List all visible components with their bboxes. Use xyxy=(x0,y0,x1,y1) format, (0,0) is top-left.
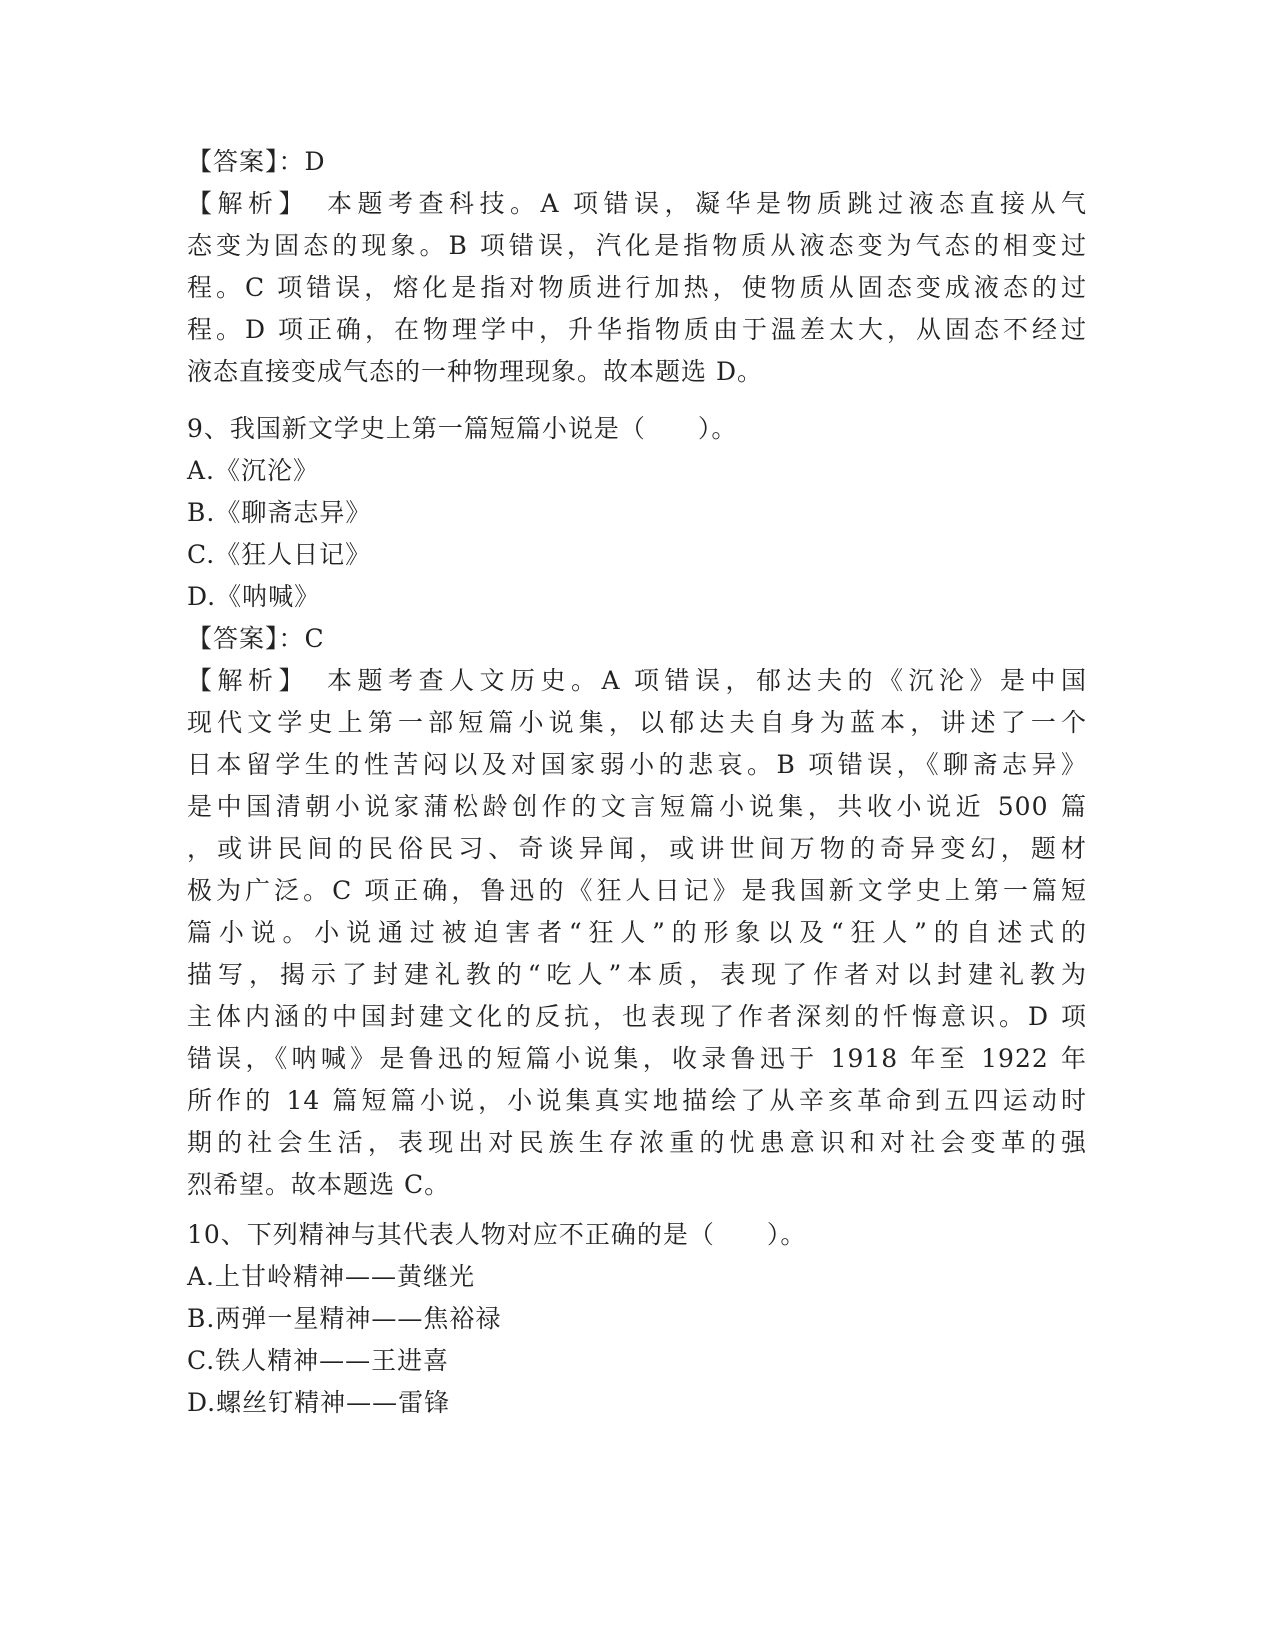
analysis-line: 描写，揭示了封建礼教的“吃人”本质，表现了作者对以封建礼教为 xyxy=(187,960,1087,989)
option-d: D.螺丝钉精神——雷锋 xyxy=(187,1388,451,1417)
option-c: C.《狂人日记》 xyxy=(187,540,372,569)
analysis-line: 液态直接变成气态的一种物理现象。故本题选 D。 xyxy=(187,357,763,386)
answer-label: 【答案】：D xyxy=(187,147,326,176)
analysis-line: 程。C 项错误，熔化是指对物质进行加热，使物质从固态变成液态的过 xyxy=(187,273,1087,302)
prev-answer-section xyxy=(187,141,1087,393)
analysis-line: 【解析】 本题考查人文历史。A 项错误，郁达夫的《沉沦》是中国 xyxy=(187,666,1087,695)
question-text: 10、下列精神与其代表人物对应不正确的是（ ）。 xyxy=(187,1220,807,1249)
option-a: A.上甘岭精神——黄继光 xyxy=(187,1262,476,1291)
analysis-line: 极为广泛。C 项正确，鲁迅的《狂人日记》是我国新文学史上第一篇短 xyxy=(187,876,1087,905)
option-a: A.《沉沦》 xyxy=(187,456,320,485)
analysis-line: 日本留学生的性苦闷以及对国家弱小的悲哀。B 项错误，《聊斋志异》 xyxy=(187,750,1087,779)
option-d: D.《呐喊》 xyxy=(187,582,321,611)
option-b: B.两弹一星精神——焦裕禄 xyxy=(187,1304,502,1333)
analysis-line: 态变为固态的现象。B 项错误，汽化是指物质从液态变为气态的相变过 xyxy=(187,231,1087,260)
analysis-line: 【解析】 本题考查科技。A 项错误，凝华是物质跳过液态直接从气 xyxy=(187,189,1087,218)
question-text: 9、我国新文学史上第一篇短篇小说是（ ）。 xyxy=(187,414,738,443)
analysis-line: 程。D 项正确，在物理学中，升华指物质由于温差太大，从固态不经过 xyxy=(187,315,1087,344)
analysis-line: 是中国清朝小说家蒲松龄创作的文言短篇小说集，共收小说近 500 篇 xyxy=(187,792,1087,821)
analysis-line: ，或讲民间的民俗民习、奇谈异闻，或讲世间万物的奇异变幻，题材 xyxy=(187,834,1087,863)
analysis-line: 期的社会生活，表现出对民族生存浓重的忧患意识和对社会变革的强 xyxy=(187,1128,1087,1157)
analysis-line: 错误，《呐喊》是鲁迅的短篇小说集，收录鲁迅于 1918 年至 1922 年 xyxy=(187,1044,1087,1073)
analysis-line: 主体内涵的中国封建文化的反抗，也表现了作者深刻的忏悔意识。D 项 xyxy=(187,1002,1087,1031)
answer-label: 【答案】：C xyxy=(187,624,325,653)
option-b: B.《聊斋志异》 xyxy=(187,498,372,527)
analysis-line: 烈希望。故本题选 C。 xyxy=(187,1170,451,1199)
option-c: C.铁人精神——王进喜 xyxy=(187,1346,450,1375)
question-9 xyxy=(187,408,1087,1206)
question-10 xyxy=(187,1214,1087,1424)
analysis-line: 篇小说。小说通过被迫害者“狂人”的形象以及“狂人”的自述式的 xyxy=(187,918,1087,947)
analysis-line: 所作的 14 篇短篇小说，小说集真实地描绘了从辛亥革命到五四运动时 xyxy=(187,1086,1087,1115)
analysis-line: 现代文学史上第一部短篇小说集，以郁达夫自身为蓝本，讲述了一个 xyxy=(187,708,1087,737)
